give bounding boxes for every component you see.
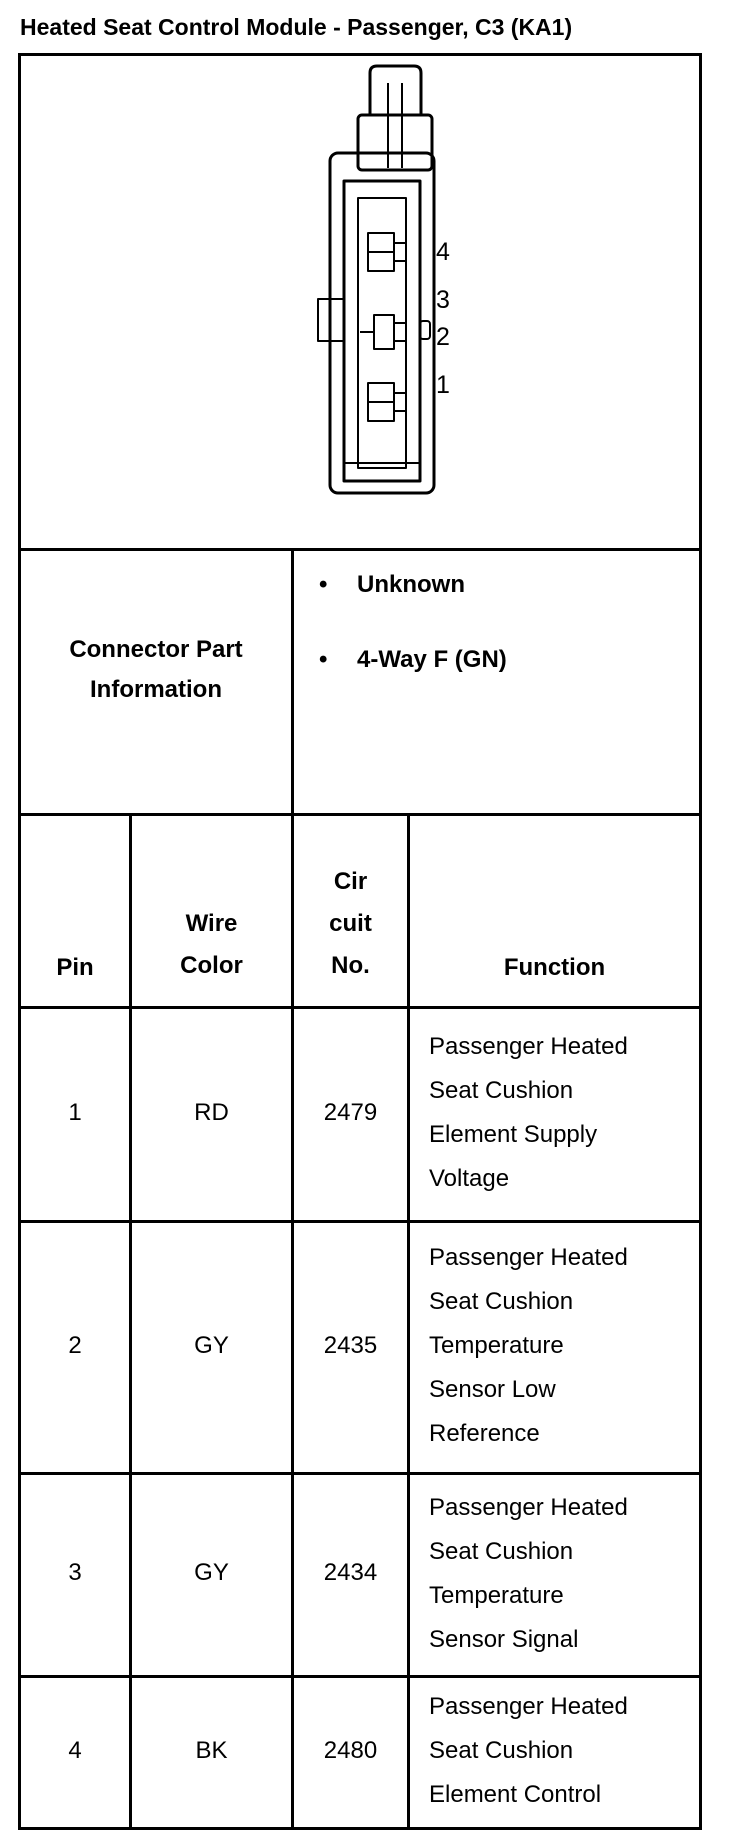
header-wire-color-line2: Color: [180, 952, 243, 979]
row-2-wire-color: GY: [194, 1332, 229, 1359]
row-1-function-line: Passenger Heated: [429, 1033, 628, 1060]
part-info-label-line1: Connector Part: [69, 636, 243, 663]
row-1-wire-color: RD: [194, 1099, 229, 1126]
connector-table: [18, 53, 702, 1830]
divider-header: [18, 1006, 702, 1009]
divider-row-1: [18, 1220, 702, 1223]
part-info-bullet-1: [319, 571, 465, 599]
header-wire-color: [132, 903, 291, 987]
row-2-function: [429, 1236, 697, 1456]
pin-label-3: 3: [436, 286, 450, 314]
row-1-function-line: Voltage: [429, 1165, 510, 1192]
pin-label-2: 2: [436, 323, 450, 351]
row-3-function-line: Temperature: [429, 1582, 564, 1609]
header-circuit-line1: Cir: [333, 868, 368, 895]
row-2-function-line: Temperature: [429, 1332, 564, 1359]
row-2-pin: 2: [68, 1332, 82, 1359]
row-4-circuit: 2480: [323, 1737, 378, 1764]
row-3-pin: 3: [68, 1559, 82, 1586]
row-2-circuit: 2435: [323, 1332, 378, 1359]
divider-part-info: [18, 813, 702, 816]
bullet-dot: •: [319, 646, 328, 673]
row-3-function-line: Seat Cushion: [429, 1538, 574, 1565]
row-4-wire-color: BK: [195, 1737, 228, 1764]
header-pin: Pin: [56, 954, 94, 981]
divider-row-3: [18, 1675, 702, 1678]
row-1-pin: 1: [68, 1099, 82, 1126]
pin-label-4: 4: [436, 238, 450, 266]
pin-label-1: 1: [436, 371, 450, 399]
row-3-wire-color: GY: [194, 1559, 229, 1586]
row-1-function-line: Element Supply: [429, 1121, 598, 1148]
row-2-function-line: Passenger Heated: [429, 1244, 628, 1271]
row-4-function-line: Seat Cushion: [429, 1737, 574, 1764]
row-4-function-line: Element Control: [429, 1781, 602, 1808]
row-4-function-line: Passenger Heated: [429, 1693, 628, 1720]
part-info-label: [21, 630, 291, 710]
row-4-pin: 4: [68, 1737, 82, 1764]
part-info-part-number: Unknown: [357, 571, 465, 598]
bullet-dot: •: [319, 571, 328, 598]
row-3-function-line: Passenger Heated: [429, 1494, 628, 1521]
page-title: Heated Seat Control Module - Passenger, C3 (KA1): [20, 14, 573, 40]
row-2-function-line: Seat Cushion: [429, 1288, 574, 1315]
divider-image: [18, 548, 702, 551]
col-divider-circuit: [291, 548, 294, 1830]
row-2-function-line: Reference: [429, 1420, 540, 1447]
row-2-function-line: Sensor Low: [429, 1376, 556, 1403]
part-info-label-line2: Information: [90, 676, 222, 703]
table-border-bottom: [18, 1827, 702, 1830]
header-circuit-line2: cuit: [329, 910, 372, 937]
row-1-circuit: 2479: [323, 1099, 378, 1126]
connector-diagram: [18, 53, 702, 548]
row-3-circuit: 2434: [323, 1559, 378, 1586]
part-info-bullet-2: [319, 646, 507, 674]
header-circuit-line3: No.: [331, 952, 370, 979]
row-3-function: [429, 1486, 697, 1662]
header-wire-color-line1: Wire: [185, 910, 238, 937]
part-info-description: 4-Way F (GN): [357, 646, 507, 673]
row-3-function-line: Sensor Signal: [429, 1626, 579, 1653]
header-function: Function: [503, 954, 606, 981]
row-1-function: [429, 1025, 697, 1201]
divider-row-2: [18, 1472, 702, 1475]
row-1-function-line: Seat Cushion: [429, 1077, 574, 1104]
header-circuit: [294, 861, 407, 987]
row-4-function: [429, 1685, 697, 1817]
